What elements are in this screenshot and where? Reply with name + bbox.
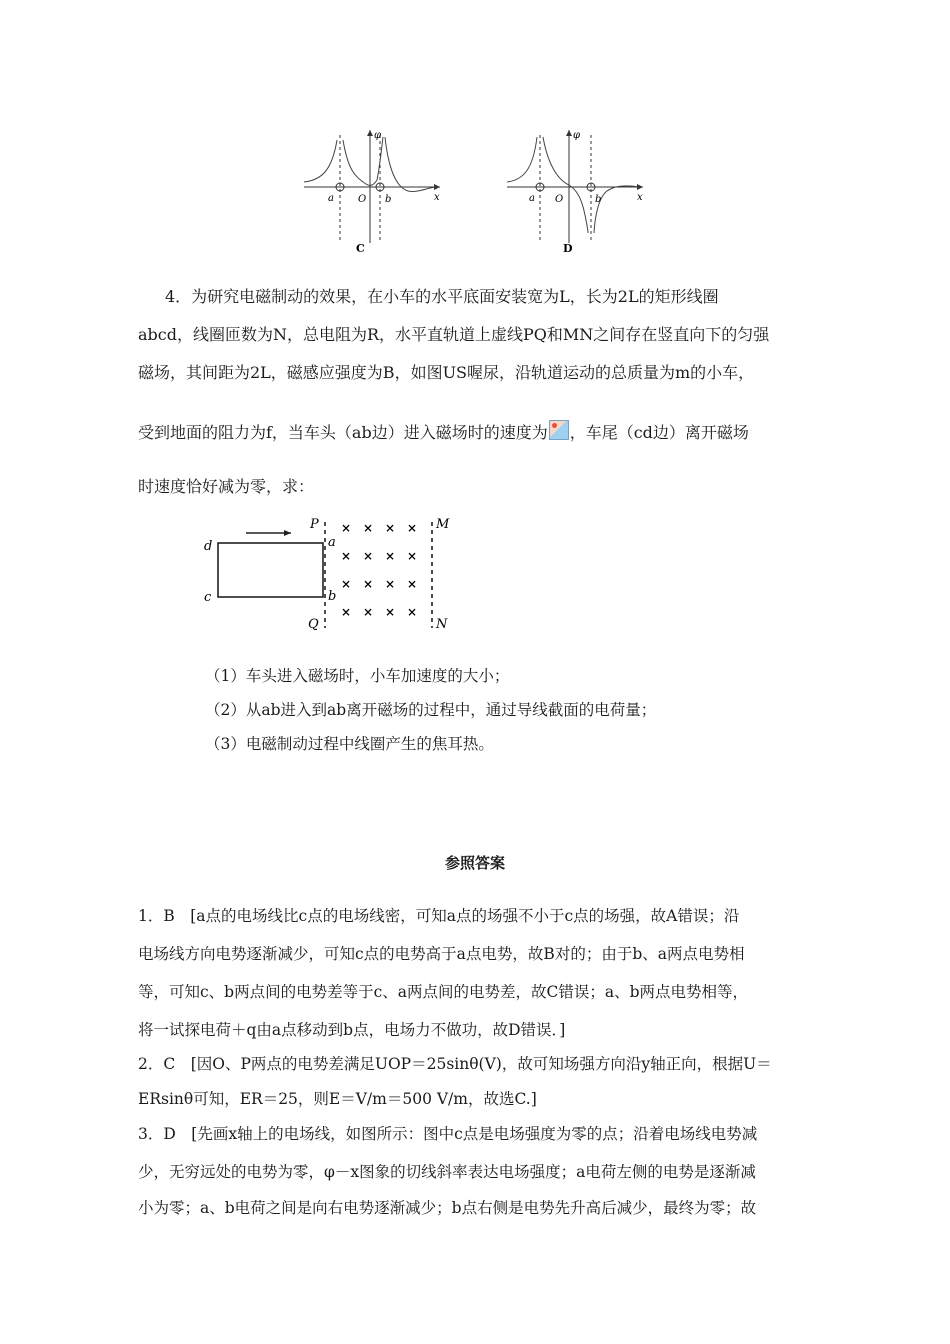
line-label-m: M [436, 517, 450, 532]
field-x: × [340, 549, 352, 563]
answer-3-line-3: 小为零；a、b电荷之间是向右电势逐渐减少；b点右侧是电势先升高后减少，最终为零；故 [138, 1199, 757, 1217]
graph-c-y-label: φ [374, 130, 382, 141]
field-x: × [340, 605, 352, 619]
coil-field-figure [196, 508, 466, 636]
field-x: × [406, 605, 418, 619]
graph-c-o-label: O [358, 194, 367, 205]
field-x: × [362, 605, 374, 619]
q4-line-4b: ，车尾（cd边）离开磁场 [569, 423, 749, 442]
graph-d-o-label: O [555, 194, 564, 205]
q4-sub-2: （2）从ab进入到ab离开磁场的过程中，通过导线截面的电荷量； [205, 701, 657, 719]
answer-1-line-3: 等，可知c、b两点间的电势差等于c、a两点间的电势差，故C错误；a、b两点电势相等， [138, 983, 749, 1001]
graph-c-b-label: b [385, 194, 392, 205]
q4-line-1: 4．为研究电磁制动的效果，在小车的水平底面安装宽为L，长为2L的矩形线圈 [165, 287, 719, 306]
answer-2-line-1: 2．C [因O、P两点的电势差满足UOP＝25sinθ(V)，故可知场强方向沿y轴正向，根据U＝ [138, 1055, 772, 1073]
coil-label-b: b [328, 589, 337, 604]
field-x: × [362, 521, 374, 535]
graph-d-a-label: a [529, 193, 535, 204]
line-label-q: Q [308, 617, 319, 632]
field-x: × [384, 549, 396, 563]
answer-1-line-2: 电场线方向电势逐渐减少，可知c点的电势高于a点电势，故B对的；由于b、a两点电势相 [138, 945, 745, 963]
q4-line-2: abcd，线圈匝数为N，总电阻为R，水平直轨道上虚线PQ和MN之间存在竖直向下的匀强 [138, 325, 770, 344]
line-label-n: N [436, 617, 448, 632]
field-x: × [362, 577, 374, 591]
graph-d-x-label: x [637, 192, 643, 203]
field-x: × [384, 605, 396, 619]
field-x: × [406, 521, 418, 535]
graph-c-caption: C [356, 242, 365, 255]
q4-line-3: 磁场，其间距为2L，磁感应强度为B，如图US喔尿，沿轨道运动的总质量为m的小车， [138, 363, 755, 382]
answer-1-line-1: 1．B [a点的电场线比c点的电场线密，可知a点的场强不小于c点的场强，故A错误；沿 [138, 907, 740, 925]
field-x: × [340, 521, 352, 535]
q4-line-4a: 受到地面的阻力为f，当车头（ab边）进入磁场时的速度为 [138, 423, 548, 442]
answer-3-line-1: 3．D [先画x轴上的电场线，如图所示：图中c点是电场强度为零的点；沿着电场线电势减 [138, 1125, 758, 1143]
graph-d-b-label: b [595, 194, 602, 205]
field-x: × [340, 577, 352, 591]
answer-1-line-4: 将一试探电荷＋q由a点移动到b点，电场力不做功，故D错误．] [138, 1021, 566, 1039]
graph-d [503, 125, 653, 255]
coil-label-d: d [204, 539, 213, 554]
answer-2-line-2: ERsinθ可知，ER＝25，则E＝V/m＝500 V/m，故选C.] [138, 1090, 537, 1108]
line-label-p: P [310, 517, 319, 532]
q4-line-4 [138, 420, 749, 443]
field-x: × [384, 521, 396, 535]
q4-line-5: 时速度恰好减为零，求： [138, 477, 315, 496]
field-x: × [362, 549, 374, 563]
q4-sub-3: （3）电磁制动过程中线圈产生的焦耳热。 [205, 735, 494, 753]
field-x: × [406, 577, 418, 591]
q4-sub-1: （1）车头进入磁场时，小车加速度的大小； [205, 667, 510, 685]
coil-label-c: c [204, 590, 212, 605]
graph-c-a-label: a [328, 193, 334, 204]
field-x: × [406, 549, 418, 563]
field-x: × [384, 577, 396, 591]
answers-title: 参照答案 [444, 854, 505, 872]
answer-3-line-2: 少，无穷远处的电势为零，φ－x图象的切线斜率表达电场强度；a电荷左侧的电势是逐渐减 [138, 1163, 756, 1181]
broken-image-icon [549, 420, 569, 440]
coil-label-a: a [328, 535, 336, 550]
graph-d-caption: D [563, 242, 573, 255]
graph-c [300, 125, 450, 255]
graph-d-y-label: φ [573, 130, 581, 141]
graph-c-x-label: x [434, 192, 440, 203]
